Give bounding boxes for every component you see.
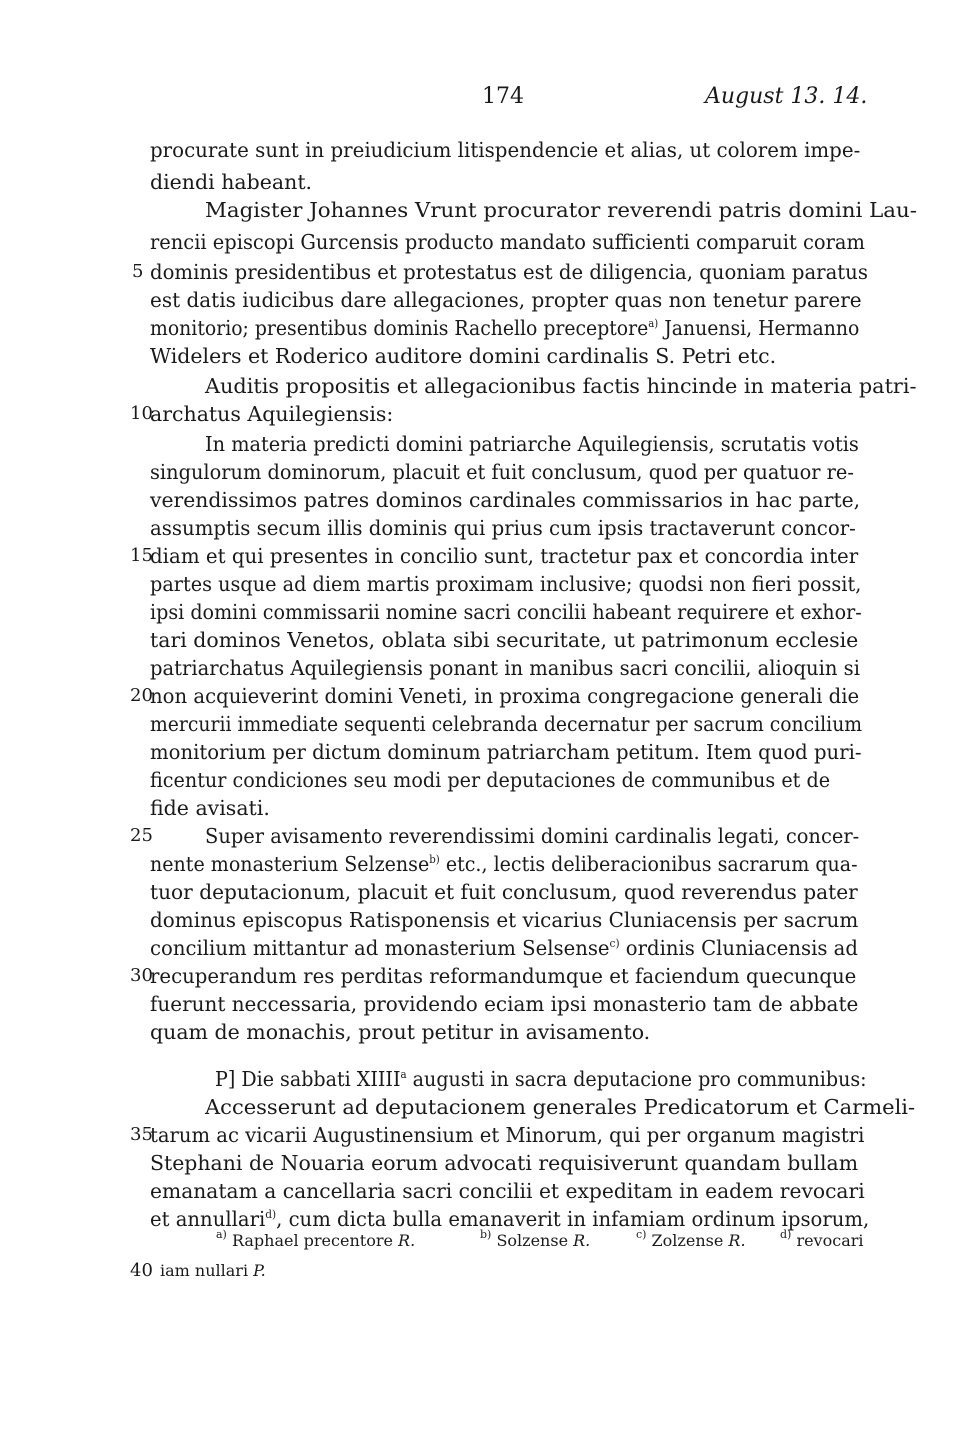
line-text: ficentur condiciones seu modi per deputaciones de communibus et de	[150, 768, 831, 792]
line-text: rencii episcopi Gurcensis producto mandato sufficienti comparuit coram	[150, 230, 865, 254]
line-text: et annullari	[150, 1207, 266, 1231]
footnote	[160, 1256, 266, 1286]
line-text: In materia predicti domini patriarche Aquilegiensis, scrutatis votis	[205, 432, 859, 456]
line-text: fide avisati.	[150, 796, 270, 820]
manuscript-siglum: R.	[573, 1231, 591, 1250]
line-text: concilium mittantur ad monasterium Selsense	[150, 936, 610, 960]
line-text: Auditis propositis et allegacionibus factis hincinde in materia patri-	[205, 374, 917, 398]
line-text: quam de monachis, prout petitur in avisamento.	[150, 1020, 651, 1044]
line-text-continued: , cum dicta bulla emanaverit in infamiam ordinum ipsorum,	[276, 1207, 870, 1231]
footnote	[480, 1226, 590, 1256]
line-text: diam et qui presentes in concilio sunt, tractetur pax et concordia inter	[150, 544, 859, 568]
footnote	[636, 1226, 746, 1256]
text-line	[150, 339, 776, 373]
line-text: recuperandum res perditas reformandumque et faciendum quecunque	[150, 964, 857, 988]
line-number: 25	[130, 825, 153, 846]
manuscript-siglum: R.	[398, 1231, 416, 1250]
line-text: fuerunt neccessaria, providendo eciam ipsi monasterio tam de abbate	[150, 992, 859, 1016]
footnote-text: revocari	[796, 1231, 864, 1250]
line-number: 5	[132, 261, 144, 282]
footnote-marker: a)	[648, 317, 659, 330]
line-text: patriarchatus Aquilegiensis ponant in manibus sacri concilii, alioquin si	[150, 656, 860, 680]
footnote	[216, 1226, 415, 1256]
footnote-mark: b)	[480, 1228, 492, 1241]
text-line	[150, 1015, 650, 1049]
text-line	[205, 193, 917, 227]
line-text: Magister Johannes Vrunt procurator reverendi patris domini Lau-	[205, 198, 917, 222]
footnote-mark: d)	[780, 1228, 792, 1241]
footnote-mark: c)	[636, 1228, 647, 1241]
text-line	[150, 397, 393, 431]
footnote-text: Solzense	[496, 1231, 569, 1250]
line-number: 10	[130, 403, 153, 424]
footnote-text: Raphael precentore	[231, 1231, 393, 1250]
line-text: dominus episcopus Ratisponensis et vicarius Cluniacensis per sacrum	[150, 908, 859, 932]
footnote-marker: c)	[609, 937, 620, 950]
line-text: mercurii immediate sequenti celebranda decernatur per sacrum concilium	[150, 712, 863, 736]
line-text: diendi habeant.	[150, 170, 313, 194]
line-text: procurate sunt in preiudicium litispendencie et alias, ut colorem impe-	[150, 138, 861, 162]
line-text: assumptis secum illis dominis qui prius cum ipsis tractaverunt concor-	[150, 516, 856, 540]
page-number: 174	[482, 84, 524, 109]
line-number: 30	[130, 965, 153, 986]
line-text: dominis presidentibus et protestatus est de diligencia, quoniam paratus	[150, 260, 868, 284]
line-text: est datis iudicibus dare allegaciones, propter quas non tenetur parere	[150, 288, 862, 312]
line-text: archatus Aquilegiensis:	[150, 402, 394, 426]
line-number: 15	[130, 545, 153, 566]
footnote-marker: d)	[265, 1208, 277, 1221]
text-line	[150, 133, 860, 167]
line-text: ipsi domini commissarii nomine sacri concilii habeant requirere et exhor-	[150, 600, 862, 624]
line-text-continued: etc., lectis deliberacionibus sacrarum qua-	[439, 852, 858, 876]
footnote-marker: b)	[429, 853, 440, 866]
line-text: P] Die sabbati XIIII	[215, 1067, 401, 1091]
line-text: tari dominos Venetos, oblata sibi securitate, ut patrimonum ecclesie	[150, 628, 859, 652]
line-text: monitorio; presentibus dominis Rachello preceptore	[150, 316, 649, 340]
line-text: verendissimos patres dominos cardinales commissarios in hac parte,	[150, 488, 861, 512]
line-text: Super avisamento reverendissimi domini cardinalis legati, concer-	[205, 824, 860, 848]
text-line	[150, 225, 865, 259]
line-number: 40	[130, 1260, 153, 1281]
line-text: non acquieverint domini Veneti, in proxima congregacione generali die	[150, 684, 860, 708]
line-text-continued: ordinis Cluniacensis ad	[619, 936, 858, 960]
line-text: monitorium per dictum dominum patriarcham petitum. Item quod puri-	[150, 740, 862, 764]
line-text: nente monasterium Selzense	[150, 852, 430, 876]
line-text: tuor deputacionum, placuit et fuit conclusum, quod reverendus pater	[150, 880, 858, 904]
line-text: singulorum dominorum, placuit et fuit conclusum, quod per quatuor re-	[150, 460, 854, 484]
footnote-text: iam nullari	[160, 1261, 249, 1280]
manuscript-siglum: R.	[728, 1231, 746, 1250]
line-text: Stephani de Nouaria eorum advocati requisiverunt quandam bullam	[150, 1151, 859, 1175]
footnote	[780, 1226, 864, 1256]
line-text: tarum ac vicarii Augustinensium et Minorum, qui per organum magistri	[150, 1123, 865, 1147]
line-text: Accesserunt ad deputacionem generales Predicatorum et Carmeli-	[205, 1095, 916, 1119]
line-text-continued: Januensi, Hermanno	[658, 316, 860, 340]
footnote-text: Zolzense	[651, 1231, 724, 1250]
footnote-mark: a)	[216, 1228, 227, 1241]
line-text: Widelers et Roderico auditore domini cardinalis S. Petri etc.	[150, 344, 777, 368]
line-number: 20	[130, 685, 153, 706]
line-number: 35	[130, 1124, 153, 1145]
line-text: emanatam a cancellaria sacri concilii et expeditam in eadem revocari	[150, 1179, 865, 1203]
running-head-date: August 13. 14.	[705, 84, 868, 109]
line-text: partes usque ad diem martis proximam inclusive; quodsi non fieri possit,	[150, 572, 862, 596]
footnote-marker: a	[400, 1068, 407, 1081]
manuscript-siglum: P.	[253, 1261, 266, 1280]
line-text-continued: augusti in sacra deputacione pro communibus:	[406, 1067, 867, 1091]
